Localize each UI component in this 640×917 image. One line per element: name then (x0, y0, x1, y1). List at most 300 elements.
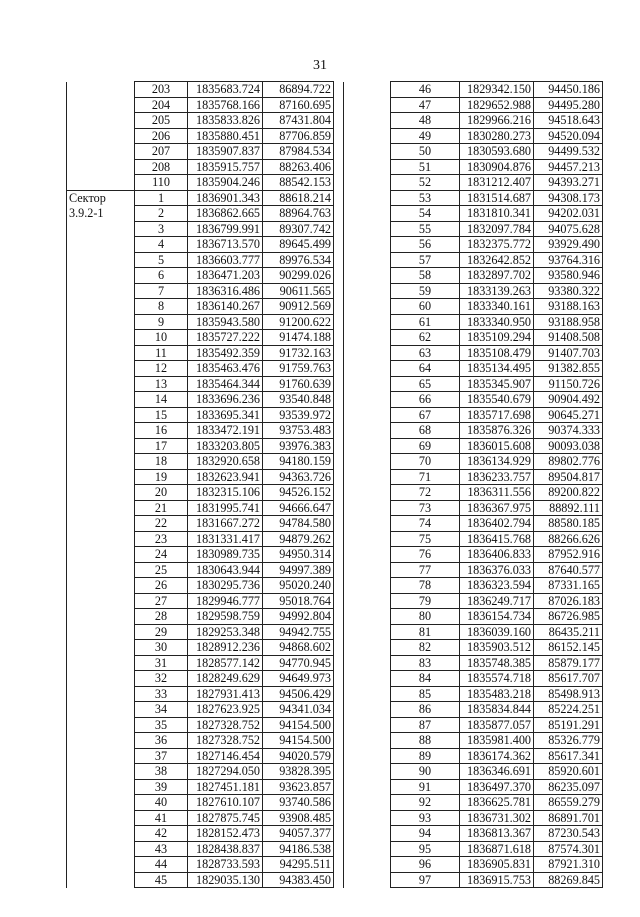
x-coordinate-cell: 1836471.203 (188, 268, 263, 284)
point-number-cell: 12 (135, 361, 188, 377)
table-row (67, 206, 334, 222)
sector-cell (344, 764, 391, 780)
sector-cell (344, 330, 391, 346)
sector-cell (344, 717, 391, 733)
x-coordinate-cell: 1832623.941 (188, 469, 263, 485)
point-number-cell: 206 (135, 128, 188, 144)
point-number-cell: 203 (135, 82, 188, 98)
sector-cell (67, 97, 135, 113)
sector-cell (344, 221, 391, 237)
x-coordinate-cell: 1836154.734 (460, 609, 534, 625)
sector-cell (67, 500, 135, 516)
table-row (344, 97, 603, 113)
y-coordinate-cell: 88580.185 (534, 516, 603, 532)
table-row (344, 407, 603, 423)
x-coordinate-cell: 1835345.907 (460, 376, 534, 392)
table-row (344, 376, 603, 392)
x-coordinate-cell: 1835834.844 (460, 702, 534, 718)
x-coordinate-cell: 1836376.033 (460, 562, 534, 578)
point-number-cell: 95 (391, 841, 460, 857)
point-number-cell: 37 (135, 748, 188, 764)
sector-cell: 3.9.2-1 (67, 206, 135, 222)
sector-cell (67, 872, 135, 888)
x-coordinate-cell: 1836134.929 (460, 454, 534, 470)
sector-cell (67, 593, 135, 609)
y-coordinate-cell: 94649.973 (263, 671, 334, 687)
sector-cell (344, 454, 391, 470)
sector-cell (67, 671, 135, 687)
table-row (344, 175, 603, 191)
sector-cell (344, 485, 391, 501)
x-coordinate-cell: 1836862.665 (188, 206, 263, 222)
table-row (67, 159, 334, 175)
table-row (344, 841, 603, 857)
x-coordinate-cell: 1835904.246 (188, 175, 263, 191)
x-coordinate-cell: 1836901.343 (188, 190, 263, 206)
x-coordinate-cell: 1827451.181 (188, 779, 263, 795)
y-coordinate-cell: 94363.726 (263, 469, 334, 485)
x-coordinate-cell: 1835727.222 (188, 330, 263, 346)
point-number-cell: 76 (391, 547, 460, 563)
sector-cell (344, 144, 391, 160)
y-coordinate-cell: 94020.579 (263, 748, 334, 764)
point-number-cell: 66 (391, 392, 460, 408)
point-number-cell: 205 (135, 113, 188, 129)
x-coordinate-cell: 1836323.594 (460, 578, 534, 594)
table-row (67, 392, 334, 408)
x-coordinate-cell: 1836140.267 (188, 299, 263, 315)
table-row (67, 562, 334, 578)
x-coordinate-cell: 1836713.570 (188, 237, 263, 253)
y-coordinate-cell: 93188.163 (534, 299, 603, 315)
sector-cell (67, 609, 135, 625)
y-coordinate-cell: 85326.779 (534, 733, 603, 749)
table-row (344, 314, 603, 330)
table-row (344, 423, 603, 439)
x-coordinate-cell: 1835492.359 (188, 345, 263, 361)
sector-cell (344, 113, 391, 129)
y-coordinate-cell: 94186.538 (263, 841, 334, 857)
x-coordinate-cell: 1833203.805 (188, 438, 263, 454)
y-coordinate-cell: 86235.097 (534, 779, 603, 795)
table-row (67, 593, 334, 609)
table-row (344, 733, 603, 749)
sector-cell (67, 82, 135, 98)
point-number-cell: 204 (135, 97, 188, 113)
y-coordinate-cell: 87574.301 (534, 841, 603, 857)
sector-cell (67, 361, 135, 377)
y-coordinate-cell: 94506.429 (263, 686, 334, 702)
y-coordinate-cell: 94868.602 (263, 640, 334, 656)
table-row (67, 97, 334, 113)
x-coordinate-cell: 1829652.988 (460, 97, 534, 113)
table-row (344, 857, 603, 873)
point-number-cell: 77 (391, 562, 460, 578)
table-row (344, 82, 603, 98)
table-row (67, 361, 334, 377)
table-row (344, 206, 603, 222)
table-row (344, 361, 603, 377)
point-number-cell: 43 (135, 841, 188, 857)
y-coordinate-cell: 91759.763 (263, 361, 334, 377)
table-row (67, 268, 334, 284)
point-number-cell: 71 (391, 469, 460, 485)
point-number-cell: 5 (135, 252, 188, 268)
x-coordinate-cell: 1835876.326 (460, 423, 534, 439)
point-number-cell: 42 (135, 826, 188, 842)
x-coordinate-cell: 1828912.236 (188, 640, 263, 656)
x-coordinate-cell: 1828249.629 (188, 671, 263, 687)
table-row (67, 221, 334, 237)
x-coordinate-cell: 1833340.950 (460, 314, 534, 330)
table-row (344, 702, 603, 718)
point-number-cell: 110 (135, 175, 188, 191)
table-row (344, 795, 603, 811)
point-number-cell: 13 (135, 376, 188, 392)
y-coordinate-cell: 88263.406 (263, 159, 334, 175)
table-row (344, 655, 603, 671)
x-coordinate-cell: 1835483.218 (460, 686, 534, 702)
table-row (344, 190, 603, 206)
table-row (344, 748, 603, 764)
point-number-cell: 82 (391, 640, 460, 656)
table-row (67, 655, 334, 671)
sector-cell (344, 438, 391, 454)
table-row (344, 516, 603, 532)
y-coordinate-cell: 94942.755 (263, 624, 334, 640)
x-coordinate-cell: 1828152.473 (188, 826, 263, 842)
point-number-cell: 9 (135, 314, 188, 330)
point-number-cell: 14 (135, 392, 188, 408)
sector-cell (67, 810, 135, 826)
point-number-cell: 17 (135, 438, 188, 454)
sector-cell (344, 407, 391, 423)
x-coordinate-cell: 1828733.593 (188, 857, 263, 873)
x-coordinate-cell: 1827875.745 (188, 810, 263, 826)
y-coordinate-cell: 95018.764 (263, 593, 334, 609)
point-number-cell: 24 (135, 547, 188, 563)
point-number-cell: 54 (391, 206, 460, 222)
point-number-cell: 62 (391, 330, 460, 346)
table-row (67, 686, 334, 702)
point-number-cell: 93 (391, 810, 460, 826)
x-coordinate-cell: 1836915.753 (460, 872, 534, 888)
table-row (67, 82, 334, 98)
table-row (344, 268, 603, 284)
y-coordinate-cell: 91408.508 (534, 330, 603, 346)
sector-cell (344, 345, 391, 361)
sector-cell (344, 237, 391, 253)
sector-cell (67, 345, 135, 361)
y-coordinate-cell: 94950.314 (263, 547, 334, 563)
y-coordinate-cell: 94341.034 (263, 702, 334, 718)
x-coordinate-cell: 1836813.367 (460, 826, 534, 842)
point-number-cell: 1 (135, 190, 188, 206)
table-row (67, 795, 334, 811)
sector-cell (344, 655, 391, 671)
point-number-cell: 41 (135, 810, 188, 826)
page-number: 31 (313, 58, 327, 73)
x-coordinate-cell: 1830989.735 (188, 547, 263, 563)
table-row (344, 454, 603, 470)
table-row (344, 872, 603, 888)
table-row (67, 299, 334, 315)
table-row (344, 221, 603, 237)
point-number-cell: 83 (391, 655, 460, 671)
point-number-cell: 61 (391, 314, 460, 330)
table-row (67, 702, 334, 718)
point-number-cell: 16 (135, 423, 188, 439)
y-coordinate-cell: 93764.316 (534, 252, 603, 268)
point-number-cell: 56 (391, 237, 460, 253)
y-coordinate-cell: 89200.822 (534, 485, 603, 501)
x-coordinate-cell: 1836015.608 (460, 438, 534, 454)
x-coordinate-cell: 1832642.852 (460, 252, 534, 268)
x-coordinate-cell: 1836731.302 (460, 810, 534, 826)
point-number-cell: 26 (135, 578, 188, 594)
point-number-cell: 11 (135, 345, 188, 361)
x-coordinate-cell: 1835108.479 (460, 345, 534, 361)
point-number-cell: 23 (135, 531, 188, 547)
x-coordinate-cell: 1829598.759 (188, 609, 263, 625)
y-coordinate-cell: 91760.639 (263, 376, 334, 392)
sector-cell (344, 268, 391, 284)
table-row (67, 733, 334, 749)
sector-cell (344, 283, 391, 299)
sector-cell (344, 299, 391, 315)
y-coordinate-cell: 85920.601 (534, 764, 603, 780)
x-coordinate-cell: 1828577.142 (188, 655, 263, 671)
y-coordinate-cell: 88266.626 (534, 531, 603, 547)
point-number-cell: 7 (135, 283, 188, 299)
x-coordinate-cell: 1835574.718 (460, 671, 534, 687)
sector-cell (344, 562, 391, 578)
point-number-cell: 72 (391, 485, 460, 501)
y-coordinate-cell: 87160.695 (263, 97, 334, 113)
y-coordinate-cell: 88964.763 (263, 206, 334, 222)
y-coordinate-cell: 94992.804 (263, 609, 334, 625)
y-coordinate-cell: 89645.499 (263, 237, 334, 253)
table-row (344, 500, 603, 516)
y-coordinate-cell: 94383.450 (263, 872, 334, 888)
sector-cell (67, 469, 135, 485)
sector-cell (344, 252, 391, 268)
sector-cell (344, 624, 391, 640)
table-row (67, 283, 334, 299)
sector-cell (344, 841, 391, 857)
point-number-cell: 89 (391, 748, 460, 764)
table-row (67, 810, 334, 826)
sector-cell (344, 640, 391, 656)
sector-cell (67, 423, 135, 439)
x-coordinate-cell: 1830904.876 (460, 159, 534, 175)
table-row (344, 578, 603, 594)
point-number-cell: 87 (391, 717, 460, 733)
x-coordinate-cell: 1827146.454 (188, 748, 263, 764)
table-row (344, 562, 603, 578)
x-coordinate-cell: 1829946.777 (188, 593, 263, 609)
table-row (67, 454, 334, 470)
x-coordinate-cell: 1833472.191 (188, 423, 263, 439)
point-number-cell: 84 (391, 671, 460, 687)
point-number-cell: 21 (135, 500, 188, 516)
x-coordinate-cell: 1836625.781 (460, 795, 534, 811)
x-coordinate-cell: 1836603.777 (188, 252, 263, 268)
x-coordinate-cell: 1830280.273 (460, 128, 534, 144)
y-coordinate-cell: 86559.279 (534, 795, 603, 811)
x-coordinate-cell: 1832315.106 (188, 485, 263, 501)
sector-cell (67, 748, 135, 764)
sector-cell (67, 175, 135, 191)
x-coordinate-cell: 1836402.794 (460, 516, 534, 532)
x-coordinate-cell: 1836415.768 (460, 531, 534, 547)
table-row (67, 640, 334, 656)
x-coordinate-cell: 1835768.166 (188, 97, 263, 113)
y-coordinate-cell: 90645.271 (534, 407, 603, 423)
x-coordinate-cell: 1835683.724 (188, 82, 263, 98)
sector-cell (67, 268, 135, 284)
point-number-cell: 59 (391, 283, 460, 299)
table-row (67, 578, 334, 594)
y-coordinate-cell: 88618.214 (263, 190, 334, 206)
sector-cell (344, 175, 391, 191)
x-coordinate-cell: 1832097.784 (460, 221, 534, 237)
table-row (67, 841, 334, 857)
x-coordinate-cell: 1827931.413 (188, 686, 263, 702)
y-coordinate-cell: 93540.848 (263, 392, 334, 408)
table-row (67, 252, 334, 268)
sector-cell (344, 500, 391, 516)
table-row (67, 857, 334, 873)
coordinates-table-right (343, 81, 603, 888)
point-number-cell: 78 (391, 578, 460, 594)
table-row (344, 345, 603, 361)
y-coordinate-cell: 90299.026 (263, 268, 334, 284)
point-number-cell: 31 (135, 655, 188, 671)
y-coordinate-cell: 90611.565 (263, 283, 334, 299)
point-number-cell: 19 (135, 469, 188, 485)
table-row (67, 485, 334, 501)
y-coordinate-cell: 95020.240 (263, 578, 334, 594)
point-number-cell: 80 (391, 609, 460, 625)
table-row (344, 252, 603, 268)
y-coordinate-cell: 86152.145 (534, 640, 603, 656)
point-number-cell: 27 (135, 593, 188, 609)
table-row (344, 640, 603, 656)
table-row (344, 686, 603, 702)
point-number-cell: 36 (135, 733, 188, 749)
y-coordinate-cell: 93929.490 (534, 237, 603, 253)
point-number-cell: 67 (391, 407, 460, 423)
x-coordinate-cell: 1832897.702 (460, 268, 534, 284)
x-coordinate-cell: 1831212.407 (460, 175, 534, 191)
sector-cell (344, 469, 391, 485)
x-coordinate-cell: 1836367.975 (460, 500, 534, 516)
sector-cell (344, 206, 391, 222)
sector-cell (344, 159, 391, 175)
x-coordinate-cell: 1833340.161 (460, 299, 534, 315)
point-number-cell: 57 (391, 252, 460, 268)
y-coordinate-cell: 94202.031 (534, 206, 603, 222)
y-coordinate-cell: 87431.804 (263, 113, 334, 129)
table-row (67, 438, 334, 454)
y-coordinate-cell: 94784.580 (263, 516, 334, 532)
x-coordinate-cell: 1829035.130 (188, 872, 263, 888)
point-number-cell: 44 (135, 857, 188, 873)
point-number-cell: 65 (391, 376, 460, 392)
table-row (344, 113, 603, 129)
point-number-cell: 90 (391, 764, 460, 780)
x-coordinate-cell: 1836039.160 (460, 624, 534, 640)
point-number-cell: 52 (391, 175, 460, 191)
table-row (344, 764, 603, 780)
y-coordinate-cell: 94308.173 (534, 190, 603, 206)
table-row (344, 159, 603, 175)
sector-cell (67, 454, 135, 470)
y-coordinate-cell: 86726.985 (534, 609, 603, 625)
sector-cell (344, 857, 391, 873)
sector-cell (67, 655, 135, 671)
y-coordinate-cell: 90912.569 (263, 299, 334, 315)
sector-cell (67, 764, 135, 780)
point-number-cell: 30 (135, 640, 188, 656)
table-row (67, 330, 334, 346)
sector-cell (67, 330, 135, 346)
point-number-cell: 74 (391, 516, 460, 532)
table-row (344, 624, 603, 640)
table-row (67, 113, 334, 129)
sector-cell (67, 547, 135, 563)
y-coordinate-cell: 85617.341 (534, 748, 603, 764)
sector-cell (344, 779, 391, 795)
sector-cell (344, 128, 391, 144)
sector-cell (67, 376, 135, 392)
table-row (67, 376, 334, 392)
x-coordinate-cell: 1836497.370 (460, 779, 534, 795)
y-coordinate-cell: 91732.163 (263, 345, 334, 361)
y-coordinate-cell: 88892.111 (534, 500, 603, 516)
x-coordinate-cell: 1835717.698 (460, 407, 534, 423)
sector-cell (344, 97, 391, 113)
x-coordinate-cell: 1827328.752 (188, 717, 263, 733)
x-coordinate-cell: 1836316.486 (188, 283, 263, 299)
x-coordinate-cell: 1836174.362 (460, 748, 534, 764)
y-coordinate-cell: 93828.395 (263, 764, 334, 780)
sector-cell (67, 407, 135, 423)
table-row (67, 748, 334, 764)
x-coordinate-cell: 1836233.757 (460, 469, 534, 485)
y-coordinate-cell: 89976.534 (263, 252, 334, 268)
y-coordinate-cell: 85617.707 (534, 671, 603, 687)
sector-cell (344, 190, 391, 206)
x-coordinate-cell: 1827610.107 (188, 795, 263, 811)
point-number-cell: 4 (135, 237, 188, 253)
point-number-cell: 18 (135, 454, 188, 470)
sector-cell: Сектор (67, 190, 135, 206)
y-coordinate-cell: 93539.972 (263, 407, 334, 423)
x-coordinate-cell: 1836871.618 (460, 841, 534, 857)
y-coordinate-cell: 94499.532 (534, 144, 603, 160)
y-coordinate-cell: 94180.159 (263, 454, 334, 470)
y-coordinate-cell: 86894.722 (263, 82, 334, 98)
sector-cell (344, 361, 391, 377)
y-coordinate-cell: 90904.492 (534, 392, 603, 408)
y-coordinate-cell: 87984.534 (263, 144, 334, 160)
table-row (67, 175, 334, 191)
point-number-cell: 15 (135, 407, 188, 423)
point-number-cell: 207 (135, 144, 188, 160)
x-coordinate-cell: 1831331.417 (188, 531, 263, 547)
